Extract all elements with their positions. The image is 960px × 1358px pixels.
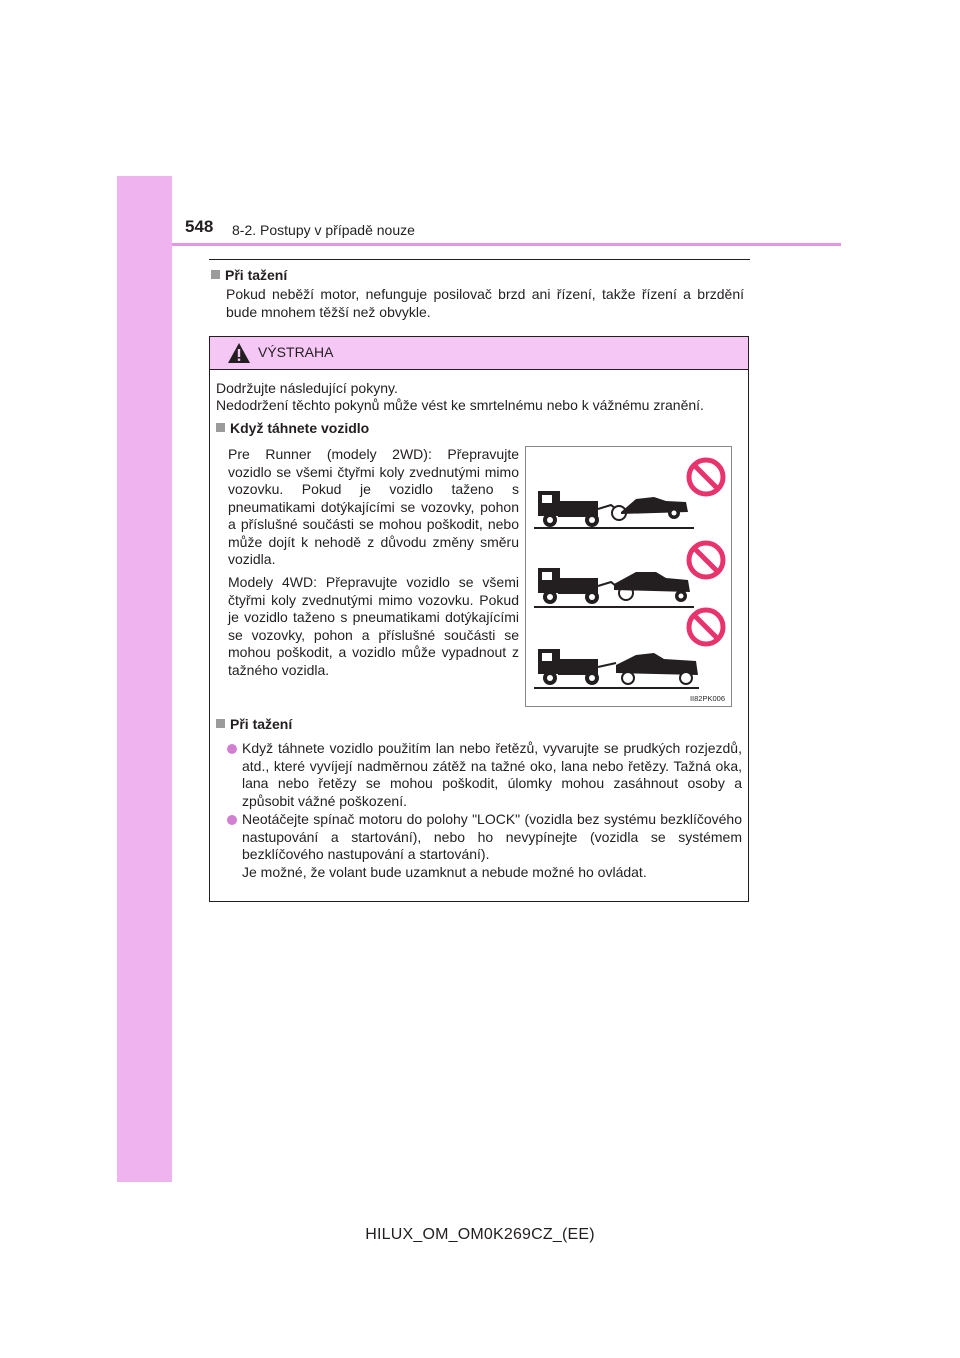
section1-para-1: Pre Runner (modely 2WD): Přepravujte vozidlo se všemi čtyřmi koly zvednutými mimo vozovku. Pokud je vozidlo taženo s pneumatikami dotýkajícími se vozovky, pohon a příslušné součásti se mohou poškodit, nebo může dojít k nehodě z důvodu změny směru vozidla. — [228, 446, 519, 567]
tow-diagram-2wd — [534, 460, 723, 529]
section2-heading-text: Při tažení — [230, 716, 293, 732]
warning-line-2: Nedodržení těchto pokynů může vést ke smrtelnému nebo k vážnému zranění. — [216, 397, 704, 413]
intro-heading — [211, 267, 287, 283]
figure-id: II82PK006 — [689, 694, 725, 703]
footer-code: HILUX_OM_OM0K269CZ_(EE) — [365, 1226, 595, 1243]
chapter-sidebar — [117, 176, 172, 1182]
section1-heading — [216, 420, 369, 436]
intro-heading-text: Při tažení — [225, 267, 288, 283]
tow-diagram-4wd-dolly — [534, 543, 723, 608]
warning-title: VÝSTRAHA — [258, 344, 334, 360]
towing-illustration — [525, 446, 732, 707]
warning-header — [210, 337, 748, 370]
header-rule — [172, 243, 841, 246]
section2-item-2-note: Je možné, že volant bude uzamknut a nebude možné ho ovládat. — [242, 864, 647, 880]
towing-diagrams — [526, 447, 731, 706]
tow-diagram-all-wheels — [534, 610, 723, 689]
section2-item-2: Neotáčejte spínač motoru do polohy "LOCK" (vozidla bez systému bezklíčového nastupování a startování), nebo ho nevypínejte (vozidla se systémem bezklíčového nastupování a startování). — [242, 811, 742, 862]
square-bullet-icon — [211, 270, 220, 279]
content-rule — [209, 259, 750, 260]
square-bullet-icon — [216, 719, 225, 728]
warning-triangle-icon — [227, 342, 251, 364]
page-number: 548 — [185, 217, 214, 236]
round-bullet-icon — [227, 744, 237, 754]
section1-para-2: Modely 4WD: Přepravujte vozidlo se všemi čtyřmi koly zvednutými mimo vozovku. Pokud je vozidlo taženo s pneumatikami dotýkajícími se vozovky, pohon a příslušné součásti se mohou poškodit, a vozidlo může vypadnout z tažného vozidla. — [228, 574, 519, 678]
warning-line-1: Dodržujte následující pokyny. — [216, 380, 398, 396]
section2-heading — [216, 716, 292, 732]
section1-heading-text: Když táhnete vozidlo — [230, 420, 370, 436]
round-bullet-icon — [227, 815, 237, 825]
section-title: 8-2. Postupy v případě nouze — [232, 222, 415, 238]
section2-item-1: Když táhnete vozidlo použitím lan nebo řetězů, vyvarujte se prudkých rozjezdů, atd., které vyvíjejí nadměrnou zátěž na tažné oko, lana nebo řetězy. Tažná oka, lana nebo řetězy se mohou poškodit, úlomky mohou zasáhnout osoby a způsobit vážné poškození. — [242, 740, 742, 809]
intro-text: Pokud neběží motor, nefunguje posilovač brzd ani řízení, takže řízení a brzdění bude mnohem těžší než obvykle. — [226, 286, 744, 320]
square-bullet-icon — [216, 423, 225, 432]
